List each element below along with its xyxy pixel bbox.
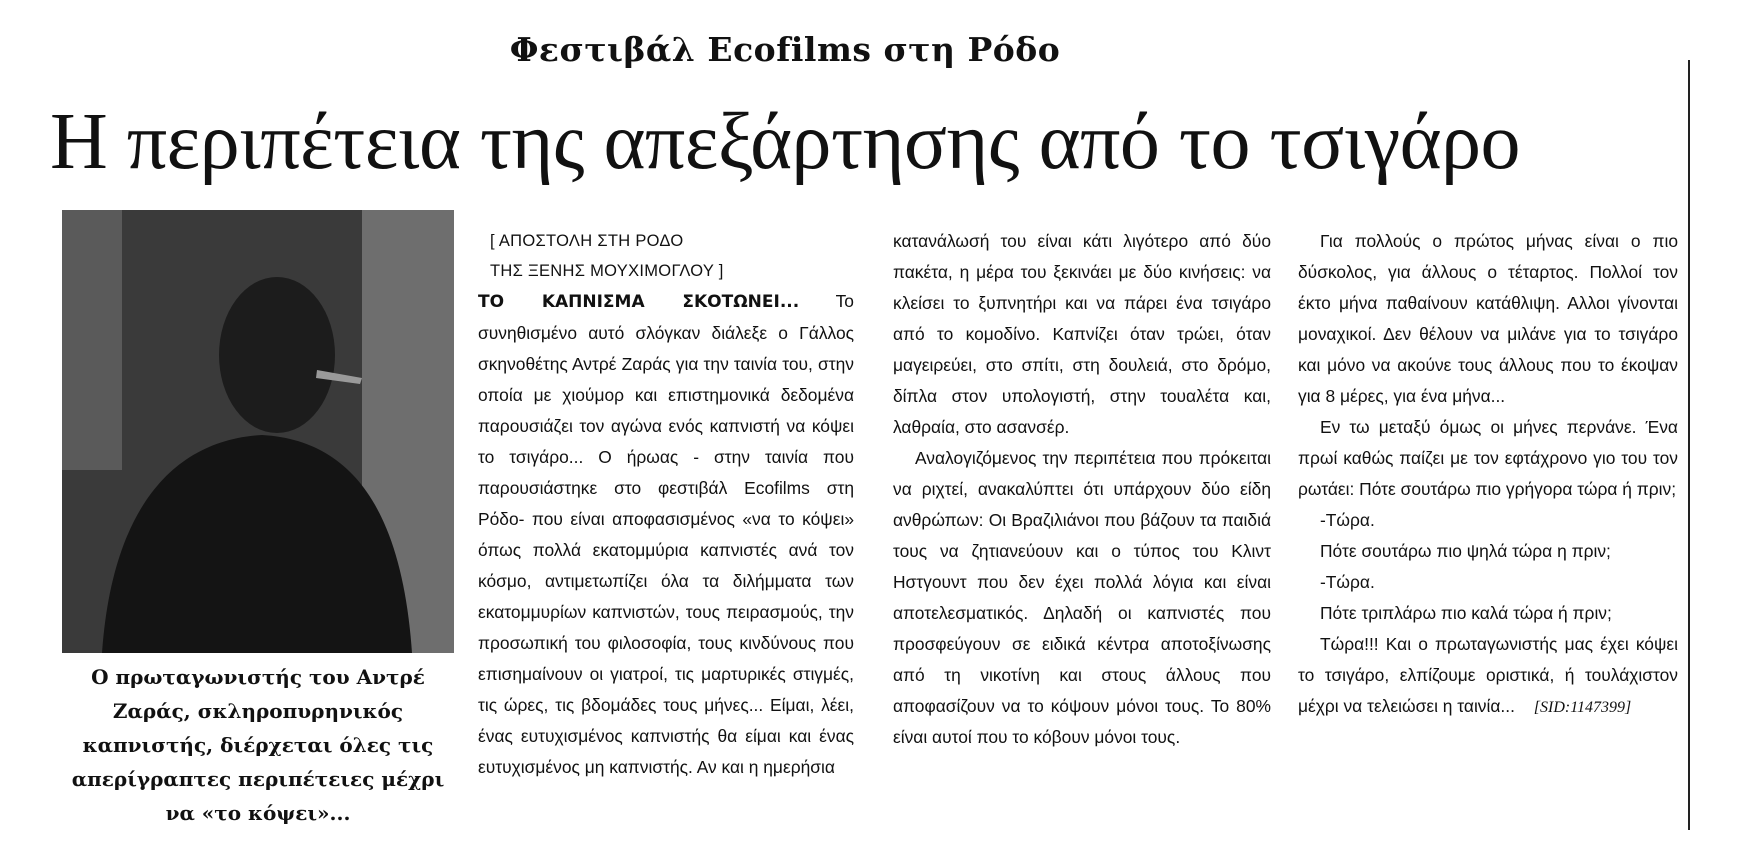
- paragraph-5-text: Τώρα!!! Και ο πρωταγωνιστής μας έχει κόψει το τσιγάρο, ελπίζουμε οριστικά, ή τουλάχιστον μέχρι να τελειώσει η ταινία...: [1298, 634, 1678, 716]
- page-edge-rule: [1688, 60, 1690, 830]
- byline: [490, 226, 854, 286]
- paragraph-1-text: Το συνηθισμένο αυτό σλόγκαν διάλεξε ο Γάλλος σκηνοθέτης Αντρέ Ζαράς για την ταινία του, στην οποία με χιούμορ και επιστημονικά δεδομένα παρουσιάζει τον αγώνα ενός καπνιστή να κόψει το τσιγάρο... Ο ήρωας - στην ταινία που παρουσιάστηκε στο φεστιβάλ Ecofilms στη Ρόδο- που είναι αποφασισμένος «να το κόψει» όπως πολλά εκατομμύρια καπνιστές ανά τον κόσμο, αντιμετωπίζει όλα τα διλήμματα των εκατομμυρίων καπνιστών, τους πειρασμούς, την προσωπική του φιλοσοφία, τους κινδύνους που επισημαίνουν οι γιατροί, τις μαρτυρικές στιγμές, τις ώρες, τις βδομάδες τους μήνες... Είμαι, λέει, ένας ευτυχισμένος καπνιστής θα είμαι και ένας ευτυχισμένος μη καπνιστής. Αν και η ημερήσια: [478, 291, 854, 777]
- dialog-line-1: -Τώρα.: [1320, 510, 1375, 530]
- paragraph-1: [478, 286, 854, 783]
- paragraph-4: Εν τω μεταξύ όμως οι μήνες περνάνε. Ένα πρωί καθώς παίζει με τον εφτάχρονο γιο του τον ρωτάει: Πότε σουτάρω πιο γρήγορα τώρα ή πριν;: [1298, 417, 1678, 499]
- lead-in: ΤΟ ΚΑΠΝΙΣΜΑ ΣΚΟΤΩΝΕΙ...: [478, 292, 800, 312]
- story-id: [SID:1147399]: [1533, 699, 1632, 716]
- article-kicker: Φεστιβάλ Ecofilms στη Ρόδο: [509, 30, 1061, 69]
- dialog-line-4: Πότε τριπλάρω πιο καλά τώρα ή πριν;: [1320, 603, 1612, 623]
- paragraph-1-continued: κατανάλωσή του είναι κάτι λιγότερο από δύο πακέτα, η μέρα του ξεκινάει με δύο κινήσεις: να κλείσει το ξυπνητήρι και να πάρει ένα τσιγάρο από το κομοδίνο. Καπνίζει όταν τρώει, όταν μαγειρεύει, στο σπίτι, στη δουλειά, στο δρόμο, δίπλα στον υπολογιστή, στην τουαλέτα και, λαθραία, στο ασανσέρ.: [893, 231, 1271, 437]
- article-headline: Η περιπέτεια της απεξάρτησης από το τσιγάρο: [49, 98, 1521, 186]
- article-body: [478, 286, 854, 783]
- paragraph-2: Αναλογιζόμενος την περιπέτεια που πρόκειται να ριχτεί, ανακαλύπτει ότι υπάρχουν δύο είδη ανθρώπων: Οι Βραζιλιάνοι που βάζουν τα παιδιά τους να ζητιανεύουν και ο τύπος του Κλιντ Ηστγουντ που δεν έχει πολλά λόγια και είναι αποτελεσματικός. Δηλαδή οι καπνιστές που προσφεύγουν σε ειδικά κέντρα αποτοξίνωσης από τη νικοτίνη και στους άλλους που αποφασίζουν να το κόψουν μόνοι τους. Το 80% είναι αυτοί που το κόβουν μόνοι τους.: [893, 448, 1271, 747]
- photo-silhouette: [62, 210, 454, 653]
- article-body-continued: [1298, 226, 1678, 723]
- photo-caption: Ο πρωταγωνιστής του Αντρέ Ζαράς, σκληροπυρηνικός καπνιστής, διέρχεται όλες τις απερίγραπτες περιπέτειες μέχρι να «το κόψει»...: [71, 665, 445, 825]
- dialog-line-2: Πότε σουτάρω πιο ψηλά τώρα η πριν;: [1320, 541, 1611, 561]
- article-photo: [62, 210, 454, 653]
- byline-line-1: [ ΑΠΟΣΤΟΛΗ ΣΤΗ ΡΟΔΟ: [490, 232, 684, 250]
- byline-line-2: ΤΗΣ ΞΕΝΗΣ ΜΟΥΧΙΜΟΓΛΟΥ ]: [490, 262, 724, 280]
- dialog-line-3: -Τώρα.: [1320, 572, 1375, 592]
- paragraph-5: [1298, 629, 1678, 723]
- article-column-2: [893, 226, 1271, 753]
- paragraph-3: Για πολλούς ο πρώτος μήνας είναι ο πιο δύσκολος, για άλλους ο τέταρτος. Πολλοί τον έκτο μήνα παθαίνουν κατάθλιψη. Αλλοι γίνονται μοναχικοί. Δεν θέλουν να μιλάνε για το τσιγάρο και μόνο να ακούνε τους άλλους που το έκοψαν για 8 μέρες, για ένα μήνα...: [1298, 231, 1678, 406]
